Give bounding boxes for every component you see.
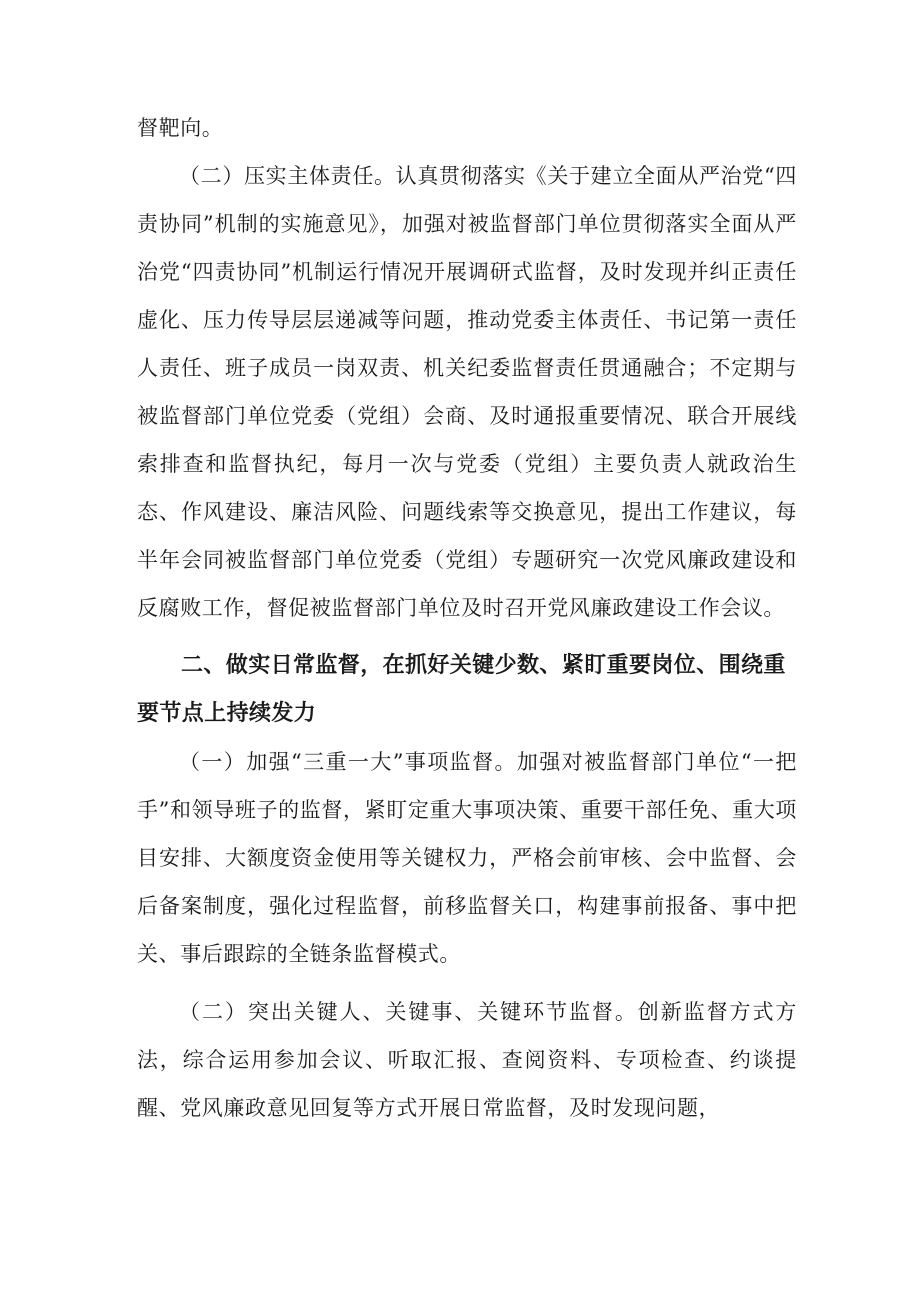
paragraph-key-persons-supervision: （二）突出关键人、关键事、关键环节监督。创新监督方式方法，综合运用参加会议、听取汇报、查阅资料、专项检查、约谈提醒、党风廉政意见回复等方式开展日常监督，及时发现问题， [137, 1000, 797, 1120]
document-body [137, 104, 797, 1132]
paragraph-major-matters-supervision: （一）加强“三重一大”事项监督。加强对被监督部门单位“一把手”和领导班子的监督，紧盯定重大事项决策、重要干部任免、重大项目安排、大额度资金使用等关键权力，严格会前审核、会中监督、会后备案制度，强化过程监督，前移监督关口，构建事前报备、事中把关、事后跟踪的全链条监督模式。 [137, 750, 797, 966]
paragraph-continuation: 督靶向。 [137, 116, 224, 140]
paragraph-gap [137, 978, 797, 988]
paragraph-consolidate-responsibility: （二）压实主体责任。认真贯彻落实《关于建立全面从严治党“四责协同”机制的实施意见》，加强对被监督部门单位贯彻落实全面从严治党“四责协同”机制运行情况开展调研式监督，及时发现并纠正责任虚化、压力传导层层递减等问题，推动党委主体责任、书记第一责任人责任、班子成员一岗双责、机关纪委监督责任贯通融合；不定期与被监督部门单位党委（党组）会商、及时通报重要情况、联合开展线索排查和监督执纪，每月一次与党委（党组）主要负责人就政治生态、作风建设、廉洁风险、问题线索等交换意见，提出工作建议，每半年会同被监督部门单位党委（党组）专题研究一次党风廉政建设和反腐败工作，督促被监督部门单位及时召开党风廉政建设工作会议。 [137, 164, 797, 620]
section-heading-daily-supervision: 二、做实日常监督，在抓好关键少数、紧盯重要岗位、围绕重要节点上持续发力 [137, 653, 786, 726]
